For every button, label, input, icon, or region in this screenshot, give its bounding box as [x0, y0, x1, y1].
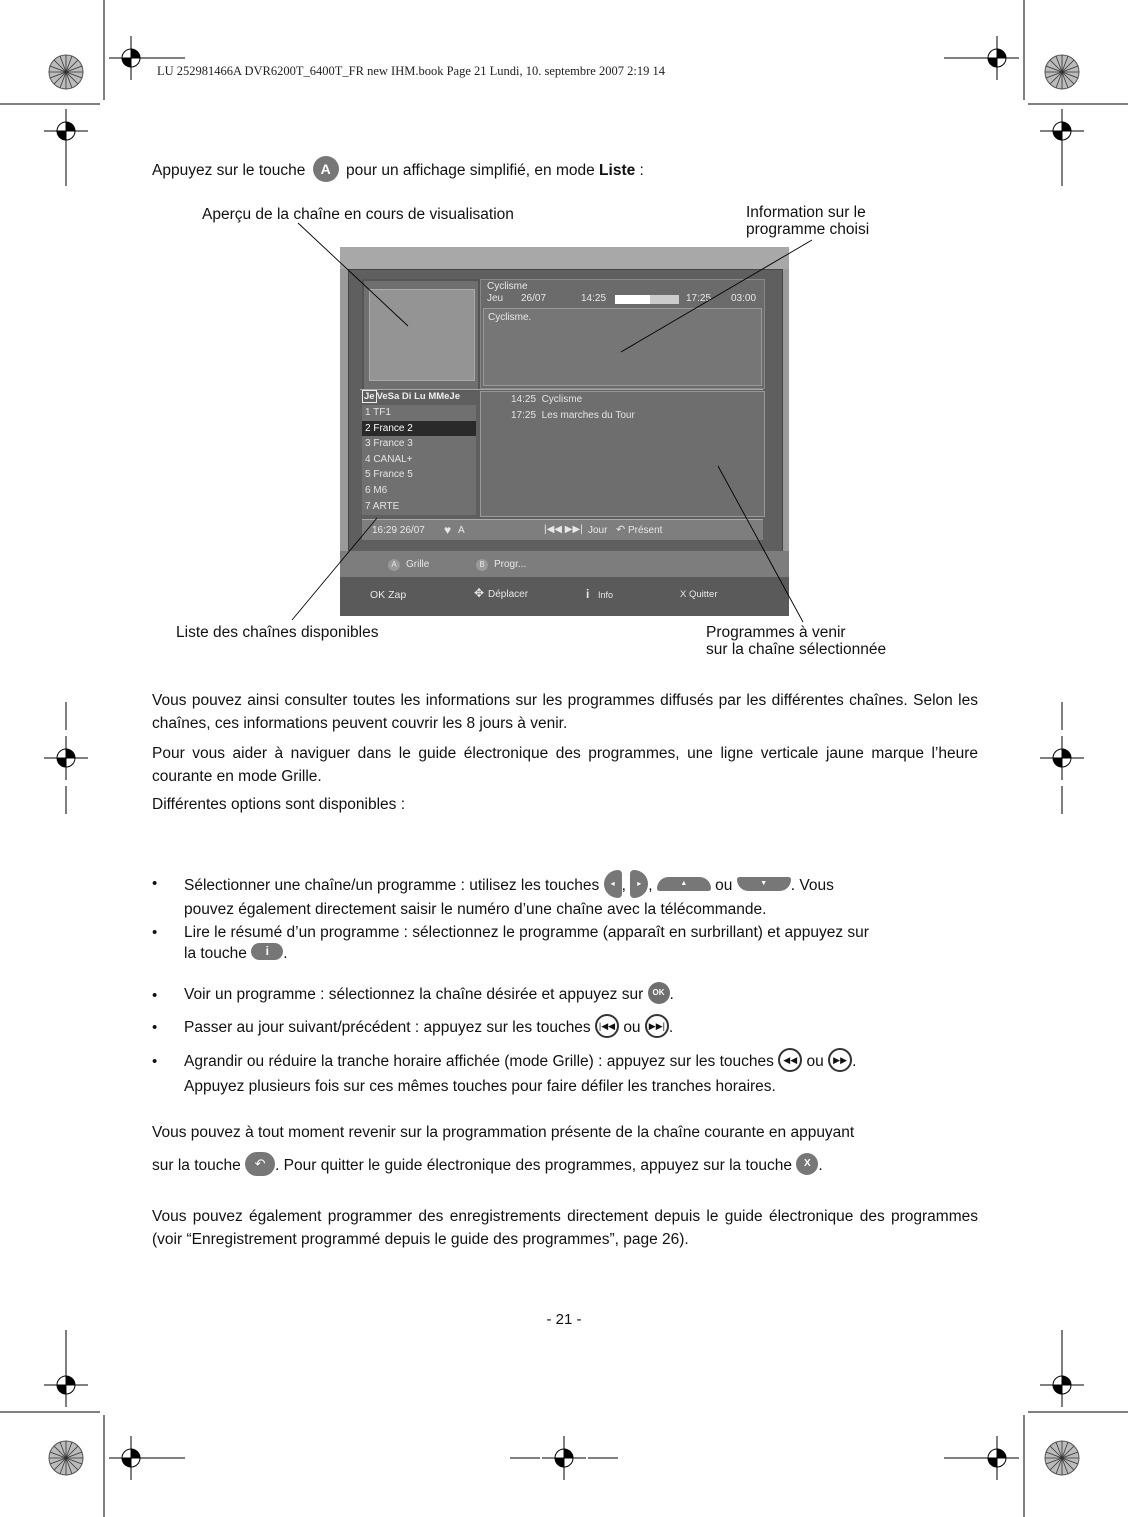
- bullet-4-dot: •: [152, 1019, 158, 1036]
- bullet-1-comma-2: ,: [648, 877, 653, 895]
- status-present: Présent: [628, 525, 663, 536]
- key-move[interactable]: Déplacer: [488, 589, 529, 600]
- paragraph-3: Différentes options sont disponibles :: [152, 796, 406, 813]
- callout-channels: Liste des chaînes disponibles: [176, 624, 379, 641]
- paragraph-1: Vous pouvez ainsi consulter toutes les informations sur les programmes diffusés par les différentes chaînes. Selon les chaînes, ces informations peuvent couvrir les 8 jours à venir.: [152, 692, 978, 732]
- book-header: LU 252981466A DVR6200T_6400T_FR new IHM.book Page 21 Lundi, 10. septembre 2007 2:19 14: [157, 64, 665, 78]
- bullet-1-ou: ou: [715, 877, 733, 895]
- up-arrow-icon: ▲: [657, 877, 711, 891]
- callout-upcoming-2: sur la chaîne sélectionnée: [706, 641, 887, 658]
- status-time: 16:29 26/07: [372, 525, 425, 536]
- callout-preview: Aperçu de la chaîne en cours de visualisation: [202, 206, 514, 223]
- bullet-3-text: Voir un programme : sélectionnez la chaîne désirée et appuyez sur: [184, 986, 644, 1004]
- paragraph-5: Vous pouvez également programmer des enregistrements directement depuis le guide électronique des programmes (voir “Enregistrement programmé depuis le guide des programmes”, page 26).: [152, 1208, 978, 1248]
- intro-bold: Liste: [599, 162, 636, 180]
- right-arrow-icon: ▸: [630, 870, 648, 898]
- status-letter: A: [458, 525, 465, 536]
- bullet-5-dot: •: [152, 1053, 158, 1070]
- bullet-4-dot-end: .: [668, 1019, 674, 1037]
- bullet-2-text-b: la touche: [184, 945, 247, 962]
- bullet-1-comma: ,: [621, 877, 626, 895]
- left-arrow-icon: ◂: [604, 870, 622, 898]
- bullet-5-dot-end: .: [852, 1053, 857, 1071]
- paragraph-2: Pour vous aider à naviguer dans le guide électronique des programmes, une ligne verticale jaune marque l’heure courante en mode Grille.: [152, 745, 978, 785]
- key-info[interactable]: Info: [598, 590, 614, 600]
- down-arrow-icon: ▼: [737, 877, 791, 891]
- program-start: 14:25: [581, 293, 607, 304]
- bullet-2-dot-end: .: [283, 945, 288, 962]
- program-description: Cyclisme.: [488, 312, 532, 323]
- fast-forward-icon: ▶▶: [828, 1048, 852, 1072]
- paragraph-4-line-2: [152, 1154, 823, 1178]
- bullet-1-line-2: pouvez également directement saisir le numéro d’une chaîne avec la télécommande.: [184, 901, 767, 918]
- program-day: Jeu: [487, 293, 504, 304]
- day-list[interactable]: VeSa Di Lu MMeJe: [376, 391, 460, 402]
- schedule-title: Les marches du Tour: [536, 410, 635, 421]
- bullet-3-line: [184, 984, 674, 1006]
- status-day: Jour: [588, 525, 608, 536]
- bullet-2-line-2: [184, 945, 288, 963]
- key-quit[interactable]: X Quitter: [680, 589, 718, 600]
- bullet-4-line: [184, 1016, 673, 1040]
- rewind-icon: ◀◀: [778, 1048, 802, 1072]
- bullet-2-line-1: Lire le résumé d’un programme : sélectionnez le programme (apparaît en surbrillant) et appuyez sur: [184, 924, 869, 941]
- schedule-time: 14:25: [511, 394, 537, 405]
- program-end: 17:25: [686, 293, 712, 304]
- channel-row[interactable]: 2 France 2: [362, 421, 476, 437]
- callout-info-1: Information sur le: [746, 204, 866, 221]
- channel-row[interactable]: 4 CANAL+: [365, 453, 413, 465]
- bullet-5-line-1: [184, 1050, 856, 1074]
- bullet-5-text-a: Agrandir ou réduire la tranche horaire affichée (mode Grille) : appuyez sur les touches: [184, 1053, 774, 1071]
- info-button-icon: i: [251, 943, 283, 960]
- program-date: 26/07: [521, 293, 547, 304]
- callout-info-2: programme choisi: [746, 221, 870, 238]
- favorite-heart-icon: ♥: [444, 523, 452, 537]
- key-a-text: Grille: [406, 559, 430, 570]
- p4-text-b: sur la touche: [152, 1157, 241, 1175]
- channel-row[interactable]: 5 France 5: [365, 469, 413, 481]
- intro-middle: pour un affichage simplifié, en mode: [346, 162, 595, 180]
- info-icon: i: [586, 587, 590, 601]
- channel-row[interactable]: 3 France 3: [365, 438, 413, 450]
- paragraph-4-line-1: Vous pouvez à tout moment revenir sur la programmation présente de la chaîne courante en appuyant: [152, 1124, 855, 1141]
- program-title: Cyclisme: [487, 281, 528, 292]
- bullet-3-dot-end: .: [669, 986, 674, 1004]
- prev-next-day-icon: |◀◀ ▶▶|: [544, 524, 583, 535]
- x-button-icon: X: [796, 1153, 818, 1175]
- bullet-1-dot: •: [152, 875, 158, 892]
- page-number: - 21 -: [546, 1311, 582, 1328]
- key-b-text: Progr...: [494, 559, 527, 570]
- bullet-1-line-1: [184, 872, 834, 900]
- p4-dot-end: .: [818, 1157, 823, 1175]
- callout-upcoming-1: Programmes à venir: [706, 624, 846, 641]
- key-a-icon[interactable]: A: [388, 559, 400, 571]
- return-icon: ↶: [616, 524, 626, 536]
- bullet-1-text-b: . Vous: [790, 877, 834, 895]
- bullet-3-dot: •: [152, 987, 158, 1004]
- bullet-5-line-2: Appuyez plusieurs fois sur ces mêmes touches pour faire défiler les tranches horaires.: [184, 1078, 776, 1095]
- bullet-1-text-a: Sélectionner une chaîne/un programme : utilisez les touches: [184, 877, 600, 895]
- channel-row[interactable]: 6 M6: [365, 484, 388, 496]
- return-button-icon: ↶: [245, 1152, 275, 1176]
- schedule-time: 17:25: [511, 410, 537, 421]
- key-b-icon[interactable]: B: [476, 559, 488, 571]
- a-button-icon: A: [313, 156, 339, 182]
- intro-before: Appuyez sur le touche: [152, 162, 306, 180]
- intro-after: :: [635, 162, 644, 180]
- bullet-5-ou: ou: [806, 1053, 824, 1071]
- bullet-2-dot: •: [152, 924, 158, 941]
- ok-button-icon: OK: [648, 982, 670, 1004]
- bullet-4-text: Passer au jour suivant/précédent : appuyez sur les touches: [184, 1019, 591, 1037]
- channel-row[interactable]: 7 ARTE: [365, 500, 400, 512]
- skip-back-icon: |◀◀: [595, 1014, 619, 1038]
- schedule-title: Cyclisme: [536, 394, 583, 405]
- bullet-4-ou: ou: [623, 1019, 641, 1037]
- channel-row[interactable]: 1 TF1: [365, 407, 391, 418]
- skip-forward-icon: ▶▶|: [645, 1014, 669, 1038]
- program-duration: 03:00: [731, 293, 757, 304]
- key-ok[interactable]: OK Zap: [370, 589, 407, 601]
- move-arrows-icon: ✥: [474, 586, 485, 600]
- day-selected[interactable]: Je: [364, 391, 375, 402]
- p4-text-c: . Pour quitter le guide électronique des programmes, appuyez sur la touche: [275, 1157, 793, 1175]
